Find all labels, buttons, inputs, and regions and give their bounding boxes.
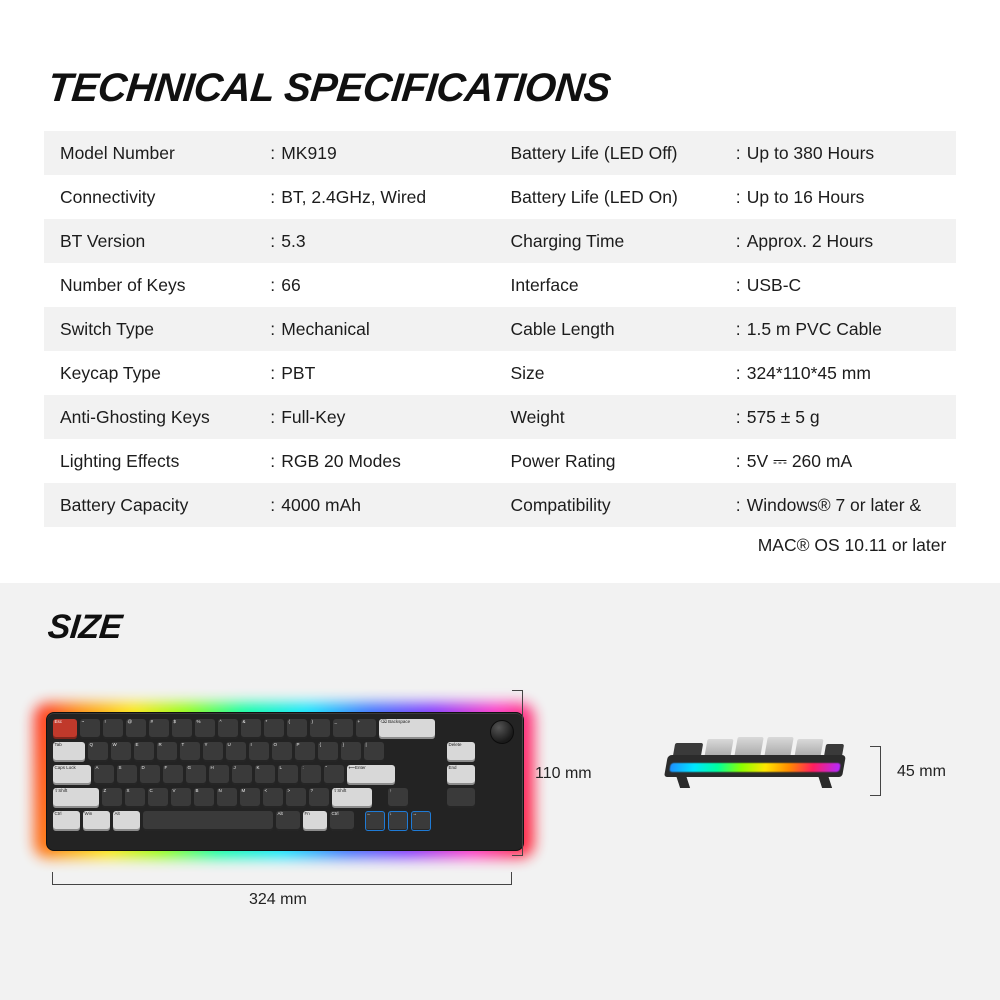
key-shift-left: ⇧Shift — [53, 788, 99, 808]
side-key-2 — [734, 737, 764, 757]
key-period: > — [286, 788, 306, 808]
key-i: I — [249, 742, 269, 762]
spec-label: Anti-Ghosting Keys — [44, 395, 270, 439]
spec-value — [736, 263, 956, 307]
spec-value-text: 4000 mAh — [281, 495, 362, 515]
spec-value-text: 575 ± 5 g — [746, 407, 820, 427]
key-end: End — [447, 765, 475, 785]
spec-value-text: Up to 16 Hours — [746, 187, 865, 207]
spec-value-text: Full-Key — [281, 407, 346, 427]
colon-separator: : — [735, 319, 741, 339]
specifications-table-body — [44, 131, 956, 567]
key-tab: Tab — [53, 742, 85, 762]
table-row — [44, 439, 956, 483]
spec-value — [736, 439, 956, 483]
key-minus: _ — [333, 719, 353, 739]
spec-label: Power Rating — [510, 439, 735, 483]
spec-value — [736, 351, 956, 395]
key-a: A — [94, 765, 114, 785]
key-r: R — [157, 742, 177, 762]
key-v: V — [171, 788, 191, 808]
colon-separator: : — [735, 363, 741, 383]
key-esc: Esc — [53, 719, 77, 739]
dimension-tick-right — [511, 872, 512, 885]
spec-label: Battery Life (LED Off) — [510, 131, 735, 175]
side-rgb-strip — [669, 763, 841, 772]
spec-value-text: Windows® 7 or later & — [746, 495, 922, 515]
key-s: S — [117, 765, 137, 785]
spacer-cell — [510, 527, 735, 567]
spec-label: Number of Keys — [44, 263, 270, 307]
spec-value — [736, 219, 956, 263]
volume-knob — [490, 720, 514, 744]
dimension-label-height: 45 mm — [897, 763, 946, 780]
size-section — [0, 583, 1000, 1000]
spec-value — [270, 175, 510, 219]
spacer-cell — [44, 527, 270, 567]
key-arrow-left: ← — [365, 811, 385, 831]
colon-separator: : — [735, 495, 741, 515]
spec-value — [736, 307, 956, 351]
spec-value-text: 66 — [281, 275, 301, 295]
key-4: $ — [172, 719, 192, 739]
key-b: B — [194, 788, 214, 808]
spec-label: Charging Time — [510, 219, 735, 263]
spec-value-text: RGB 20 Modes — [281, 451, 401, 471]
spec-value-text: 324*110*45 mm — [746, 363, 871, 383]
colon-separator: : — [735, 231, 741, 251]
key-0: ) — [310, 719, 330, 739]
key-8: * — [264, 719, 284, 739]
key-m: M — [240, 788, 260, 808]
spec-value-continuation — [736, 527, 956, 567]
spec-label: Keycap Type — [44, 351, 270, 395]
table-row — [44, 395, 956, 439]
key-ctrl-right: Ctrl — [330, 811, 354, 831]
spec-value-text: 5.3 — [281, 231, 306, 251]
spec-label: Battery Capacity — [44, 483, 270, 527]
keyboard-top-view — [34, 703, 534, 858]
colon-separator: : — [735, 143, 741, 163]
spec-value-text: Up to 380 Hours — [746, 143, 875, 163]
spec-label: Weight — [510, 395, 735, 439]
key-q: Q — [88, 742, 108, 762]
spec-value-text: Approx. 2 Hours — [746, 231, 874, 251]
spec-value — [270, 483, 510, 527]
key-semicolon: : — [301, 765, 321, 785]
key-g: G — [186, 765, 206, 785]
dimension-tick-bottom — [512, 855, 523, 856]
spec-value — [270, 219, 510, 263]
key-j: J — [232, 765, 252, 785]
key-fn: Fn — [303, 811, 327, 831]
spacer-cell — [270, 527, 510, 567]
key-slash: ? — [309, 788, 329, 808]
spec-label: Model Number — [44, 131, 270, 175]
spec-value-text: Mechanical — [281, 319, 370, 339]
table-row — [44, 131, 956, 175]
dimension-line-depth — [522, 690, 523, 856]
spec-value-text: 5V ⎓ 260 mA — [746, 451, 853, 471]
key-k: K — [255, 765, 275, 785]
table-row — [44, 263, 956, 307]
colon-separator: : — [735, 407, 741, 427]
size-section-title: SIZE — [46, 608, 124, 646]
key-arrow-right: → — [411, 811, 431, 831]
table-row-continuation — [44, 527, 956, 567]
spec-label: Compatibility — [510, 483, 735, 527]
key-x: X — [125, 788, 145, 808]
spec-value — [736, 131, 956, 175]
key-enter: ⟵Enter — [347, 765, 395, 785]
key-bracket-right: } — [341, 742, 361, 762]
spec-value-text: MAC® OS 10.11 or later — [757, 535, 947, 555]
key-n: N — [217, 788, 237, 808]
key-shift-right: ⇧Shift — [332, 788, 372, 808]
key-arrow-up: ↑ — [388, 788, 408, 808]
colon-separator: : — [270, 495, 276, 515]
spec-label: Connectivity — [44, 175, 270, 219]
dimension-line-width — [52, 884, 512, 885]
spec-value-text: PBT — [281, 363, 316, 383]
key-caps-lock: Caps Lock — [53, 765, 91, 785]
key-bracket-left: { — [318, 742, 338, 762]
colon-separator: : — [270, 319, 276, 339]
specifications-table — [44, 131, 956, 567]
key-z: Z — [102, 788, 122, 808]
colon-separator: : — [270, 143, 276, 163]
colon-separator: : — [270, 407, 276, 427]
spec-value — [270, 395, 510, 439]
dimension-label-depth: 110 mm — [535, 765, 592, 782]
key-alt-right: Alt — [276, 811, 300, 831]
key-2: @ — [126, 719, 146, 739]
dimension-line-height — [880, 746, 881, 796]
key-o: O — [272, 742, 292, 762]
dimension-tick-height-top — [870, 746, 881, 747]
table-row — [44, 483, 956, 527]
colon-separator: : — [270, 451, 276, 471]
key-arrow-down: ↓ — [388, 811, 408, 831]
spec-label: Switch Type — [44, 307, 270, 351]
spec-value — [736, 483, 956, 527]
spec-value — [270, 131, 510, 175]
key-1: ! — [103, 719, 123, 739]
key-w: W — [111, 742, 131, 762]
key-l: L — [278, 765, 298, 785]
key-6: ^ — [218, 719, 238, 739]
key-alt-left: Alt — [113, 811, 140, 831]
dimension-tick-height-bottom — [870, 795, 881, 796]
spec-label: Size — [510, 351, 735, 395]
key-5: % — [195, 719, 215, 739]
table-row — [44, 307, 956, 351]
page-title: TECHNICAL SPECIFICATIONS — [45, 66, 613, 110]
spec-value — [736, 175, 956, 219]
key-7: & — [241, 719, 261, 739]
key-e: E — [134, 742, 154, 762]
spec-value — [736, 395, 956, 439]
keyboard-side-view — [660, 713, 850, 793]
key-comma: < — [263, 788, 283, 808]
colon-separator: : — [270, 187, 276, 207]
key-win: Win — [83, 811, 110, 831]
keyboard-body — [46, 712, 524, 851]
key-y: Y — [203, 742, 223, 762]
colon-separator: : — [735, 187, 741, 207]
key-c: C — [148, 788, 168, 808]
dimension-tick-left — [52, 872, 53, 885]
key-f: F — [163, 765, 183, 785]
colon-separator: : — [735, 451, 741, 471]
key-equals: + — [356, 719, 376, 739]
key-logo — [447, 788, 475, 808]
colon-separator: : — [270, 275, 276, 295]
spec-label: Lighting Effects — [44, 439, 270, 483]
spec-label: Cable Length — [510, 307, 735, 351]
spec-value-text: BT, 2.4GHz, Wired — [281, 187, 427, 207]
key-u: U — [226, 742, 246, 762]
key-tilde: ~ — [80, 719, 100, 739]
key-backspace: ⌫ Backspace — [379, 719, 435, 739]
key-quote: " — [324, 765, 344, 785]
key-ctrl-left: Ctrl — [53, 811, 80, 831]
key-p: P — [295, 742, 315, 762]
colon-separator: : — [270, 363, 276, 383]
key-backslash: | — [364, 742, 384, 762]
spec-label: Battery Life (LED On) — [510, 175, 735, 219]
dimension-tick-top — [512, 690, 523, 691]
colon-separator: : — [270, 231, 276, 251]
colon-separator: : — [735, 275, 741, 295]
spec-value-text: USB-C — [746, 275, 802, 295]
table-row — [44, 351, 956, 395]
key-9: ( — [287, 719, 307, 739]
key-h: H — [209, 765, 229, 785]
spec-value-text: 1.5 m PVC Cable — [746, 319, 882, 339]
key-delete: Delete — [447, 742, 475, 762]
key-space — [143, 811, 273, 831]
table-row — [44, 175, 956, 219]
spec-label: Interface — [510, 263, 735, 307]
spec-value — [270, 307, 510, 351]
key-t: T — [180, 742, 200, 762]
spec-label: BT Version — [44, 219, 270, 263]
spec-value-text: MK919 — [281, 143, 337, 163]
dimension-label-width: 324 mm — [249, 891, 307, 908]
spec-value — [270, 439, 510, 483]
spec-value — [270, 263, 510, 307]
spec-value — [270, 351, 510, 395]
side-key-3 — [764, 737, 794, 757]
key-3: # — [149, 719, 169, 739]
table-row — [44, 219, 956, 263]
key-d: D — [140, 765, 160, 785]
